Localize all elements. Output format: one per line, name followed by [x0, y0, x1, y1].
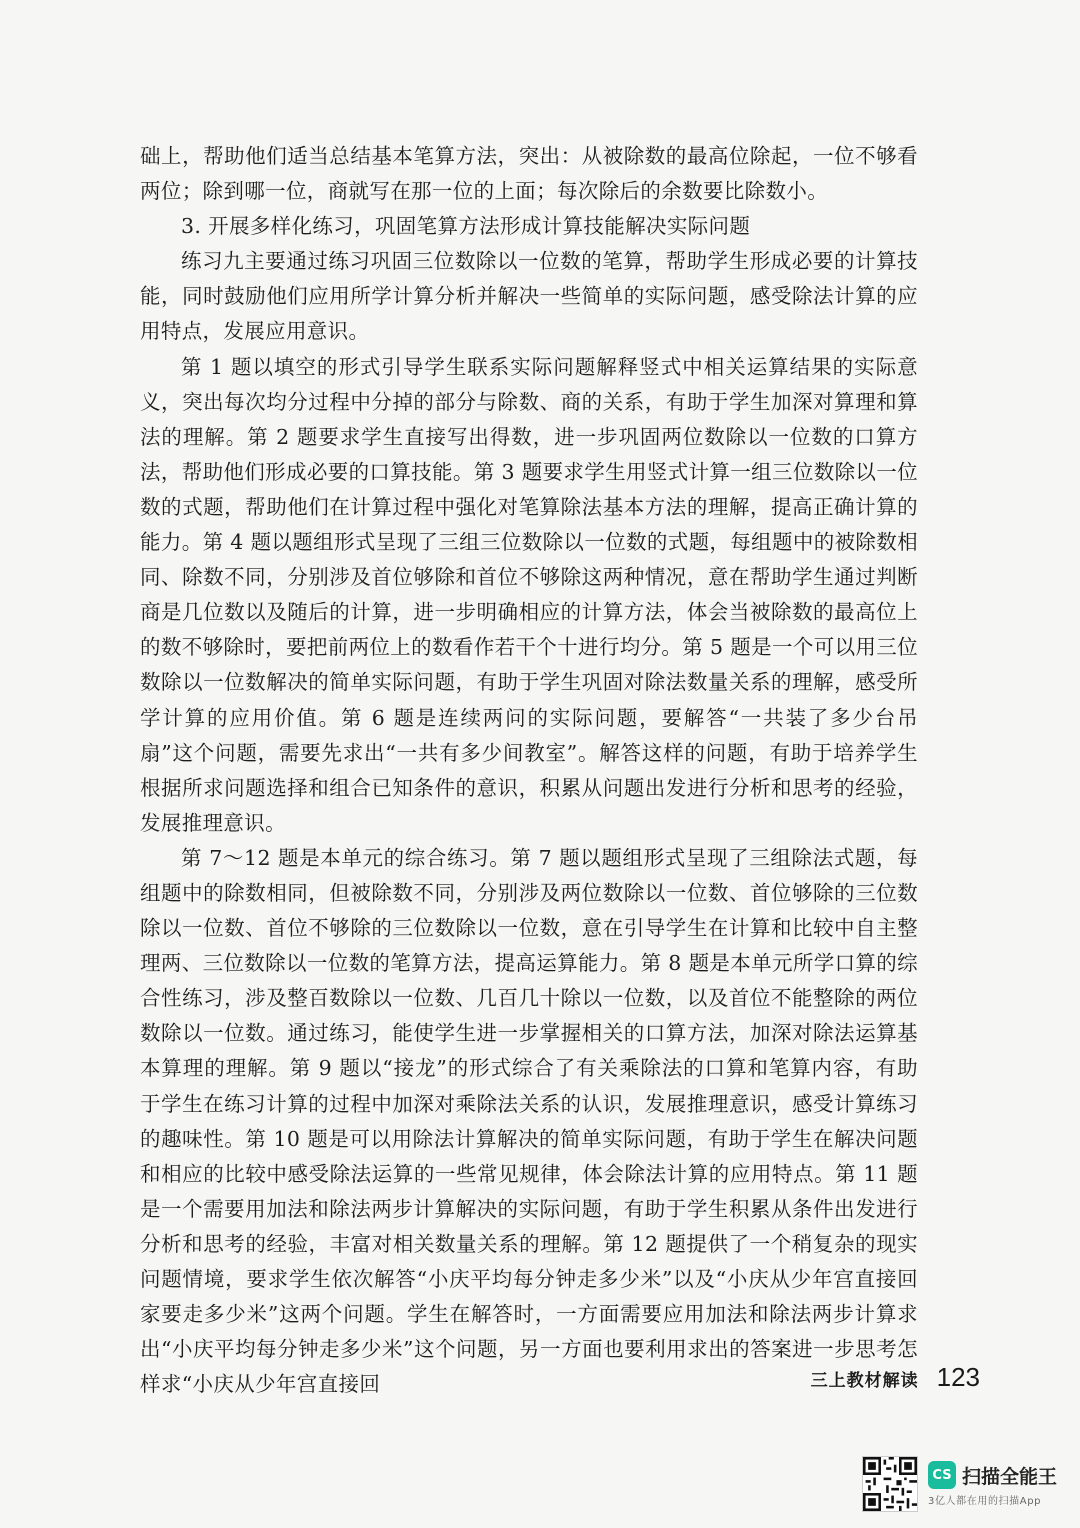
app-name: 扫描全能王 [962, 1465, 1058, 1488]
section-heading: 3. 开展多样化练习，巩固笔算方法形成计算技能解决实际问题 [181, 214, 751, 239]
body-text [140, 139, 918, 1402]
camscanner-logo-icon: CS [928, 1461, 956, 1489]
paragraph: 第 1 题以填空的形式引导学生联系实际问题解释竖式中相关运算结果的实际意义，突出每次均分过程中分掉的部分与除数、商的关系，有助于学生加深对算理和算法的理解。第 2 题要求学生直接写出得数，进一步巩固两位数除以一位数的口算方法，帮助他们形成必要的口算技能。第 3 题要求学生用竖式计算一组三位数除以一位数的式题，帮助他们在计算过程中强化对笔算除法基本方法的理解，提高正确计算的能力。第 4 题以题组形式呈现了三组三位数除以一位数的式题，每组题中的被除数相同、除数不同，分别涉及首位够除和首位不够除这两种情况，意在帮助学生通过判断商是几位数以及随后的计算，进一步明确相应的计算方法，体会当被除数的最高位上的数不够除时，要把前两位上的数看作若干个十进行均分。第 5 题是一个可以用三位数除以一位数解决的简单实际问题，有助于学生巩固对除法数量关系的理解，感受所学计算的应用价值。第 6 题是连续两问的实际问题，要解答“一共装了多少台吊扇”这个问题，需要先求出“一共有多少间教室”。解答这样的问题，有助于培养学生根据所求问题选择和组合已知条件的意识，积累从问题出发进行分析和思考的经验，发展推理意识。 [140, 354, 918, 835]
qr-code-icon [862, 1456, 918, 1512]
page-number: 123 [936, 1362, 980, 1392]
paragraph-continued: 础上，帮助他们适当总结基本笔算方法，突出：从被除数的最高位除起，一位不够看两位；除到哪一位，商就写在那一位的上面；每次除后的余数要比除数小。 [140, 144, 918, 204]
page-footer [811, 1362, 980, 1393]
scanner-watermark [862, 1456, 1057, 1512]
watermark-text [928, 1461, 1057, 1507]
app-slogan: 3亿人都在用的扫描App [928, 1496, 1042, 1507]
book-title: 三上教材解读 [810, 1371, 919, 1391]
paragraph: 第 7～12 题是本单元的综合练习。第 7 题以题组形式呈现了三组除法式题，每组题中的除数相同，但被除数不同，分别涉及两位数除以一位数、首位够除的三位数除以一位数、首位不够除的三位数除以一位数，意在引导学生在计算和比较中自主整理两、三位数除以一位数的笔算方法，提高运算能力。第 8 题是本单元所学口算的综合性练习，涉及整百数除以一位数、几百几十除以一位数，以及首位不能整除的两位数除以一位数。通过练习，能使学生进一步掌握相关的口算方法，加深对除法运算基本算理的理解。第 9 题以“接龙”的形式综合了有关乘除法的口算和笔算内容，有助于学生在练习计算的过程中加深对乘除法关系的认识，发展推理意识，感受计算练习的趣味性。第 10 题是可以用除法计算解决的简单实际问题，有助于学生在解决问题和相应的比较中感受除法运算的一些常见规律，体会除法计算的应用特点。第 11 题是一个需要用加法和除法两步计算解决的实际问题，有助于学生积累从条件出发进行分析和思考的经验，丰富对相关数量关系的理解。第 12 题提供了一个稍复杂的现实问题情境，要求学生依次解答“小庆平均每分钟走多少米”以及“小庆从少年宫直接回家要走多少米”这两个问题。学生在解答时，一方面需要应用加法和除法两步计算求出“小庆平均每分钟走多少米”这个问题，另一方面也要利用求出的答案进一步思考怎样求“小庆从少年宫直接回 [140, 845, 918, 1397]
paragraph: 练习九主要通过练习巩固三位数除以一位数的笔算，帮助学生形成必要的计算技能，同时鼓励他们应用所学计算分析并解决一些简单的实际问题，感受除法计算的应用特点，发展应用意识。 [140, 249, 918, 344]
